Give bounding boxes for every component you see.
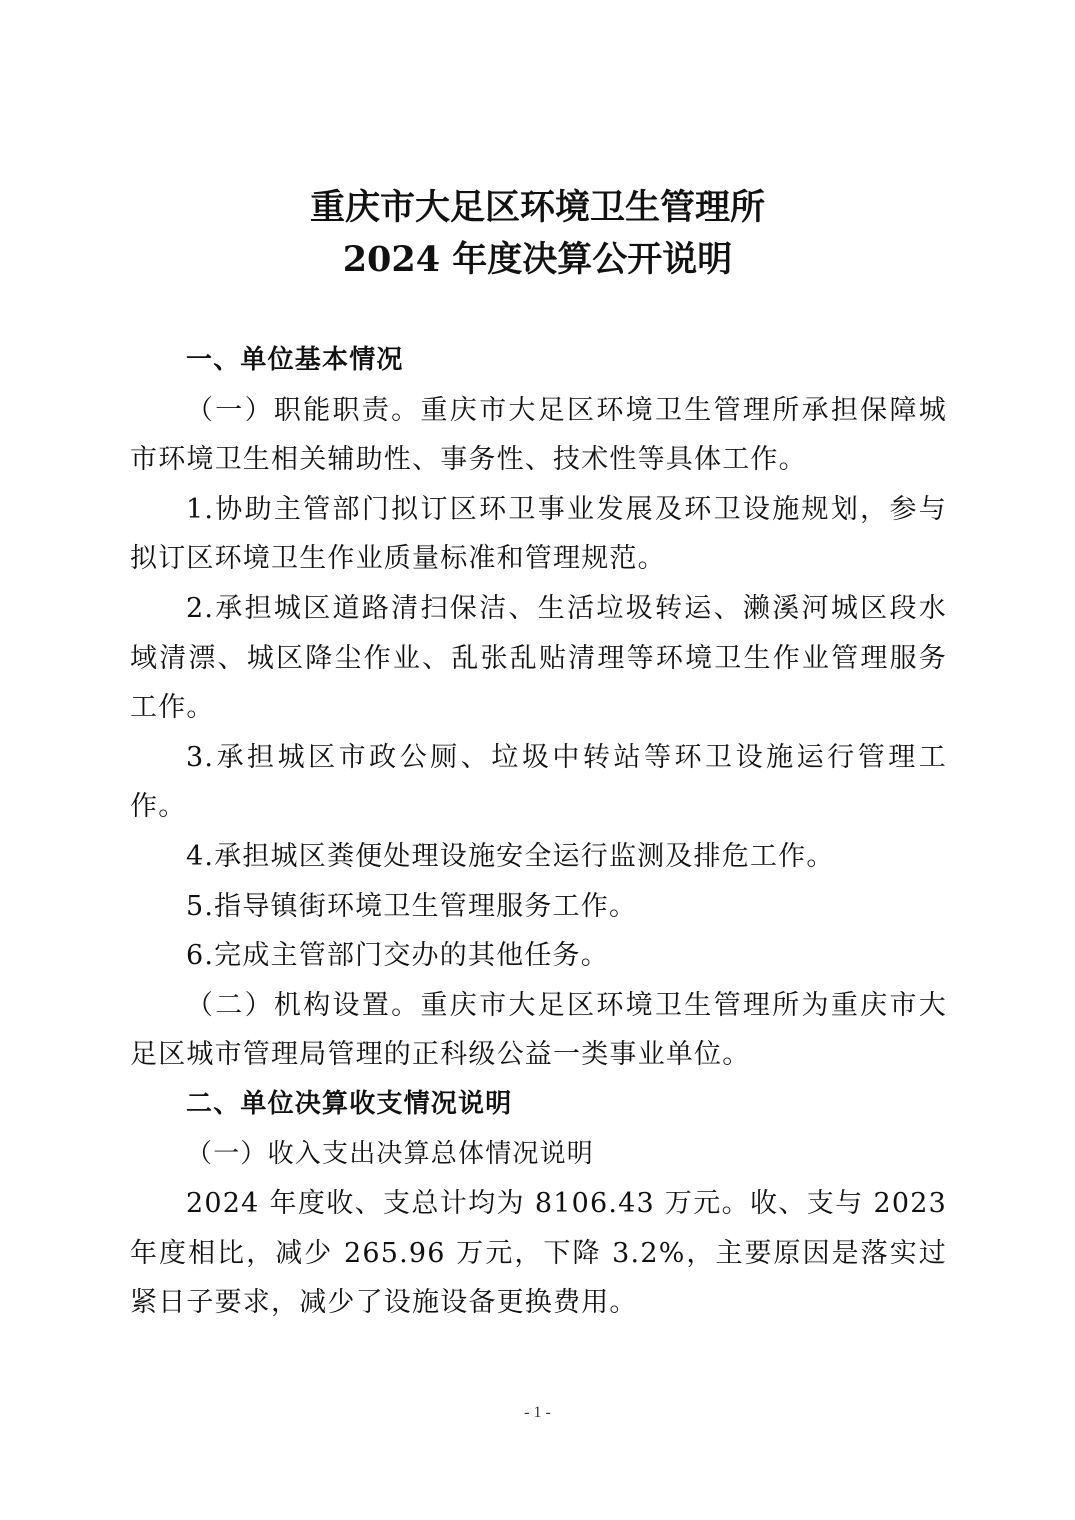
document-body (130, 336, 947, 1328)
section-heading: 二、单位决算收支情况说明 (186, 1088, 513, 1119)
section-heading: 一、单位基本情况 (186, 345, 404, 375)
body-paragraph: （一）职能职责。重庆市大足区环境卫生管理所承担保障城市环境卫生相关辅助性、事务性、技术性等具体工作。 (130, 394, 947, 476)
body-paragraph: 2.承担城区道路清扫保洁、生活垃圾转运、濑溪河城区段水域清漂、城区降尘作业、乱张乱贴清理等环境卫生作业管理服务工作。 (130, 592, 947, 724)
body-paragraph: 1.协助主管部门拟订区环卫事业发展及环卫设施规划，参与拟订区环境卫生作业质量标准和管理规范。 (130, 493, 947, 575)
document-title-line2: 2024 年度决算公开说明 (342, 239, 733, 280)
body-paragraph: 6.完成主管部门交办的其他任务。 (186, 940, 609, 972)
document-title-line1: 重庆市大足区环境卫生管理所 (309, 187, 765, 228)
body-paragraph: 5.指导镇街环境卫生管理服务工作。 (186, 890, 638, 922)
body-paragraph: （二）机构设置。重庆市大足区环境卫生管理所为重庆市大足区城市管理局管理的正科级公益一类事业单位。 (130, 989, 947, 1071)
body-paragraph: 2024 年度收、支总计均为 8106.43 万元。收、支与 2023 年度相比，减少 265.96 万元，下降 3.2%，主要原因是落实过紧日子要求，减少了设施设备更换费用。 (130, 1188, 947, 1319)
page-number: - 1 - (524, 1404, 551, 1421)
body-paragraph: 4.承担城区粪便处理设施安全运行监测及排危工作。 (186, 840, 835, 872)
body-paragraph: 3.承担城区市政公厕、垃圾中转站等环卫设施运行管理工作。 (130, 741, 947, 823)
subsection-heading: （一）收入支出决算总体情况说明 (186, 1138, 595, 1169)
